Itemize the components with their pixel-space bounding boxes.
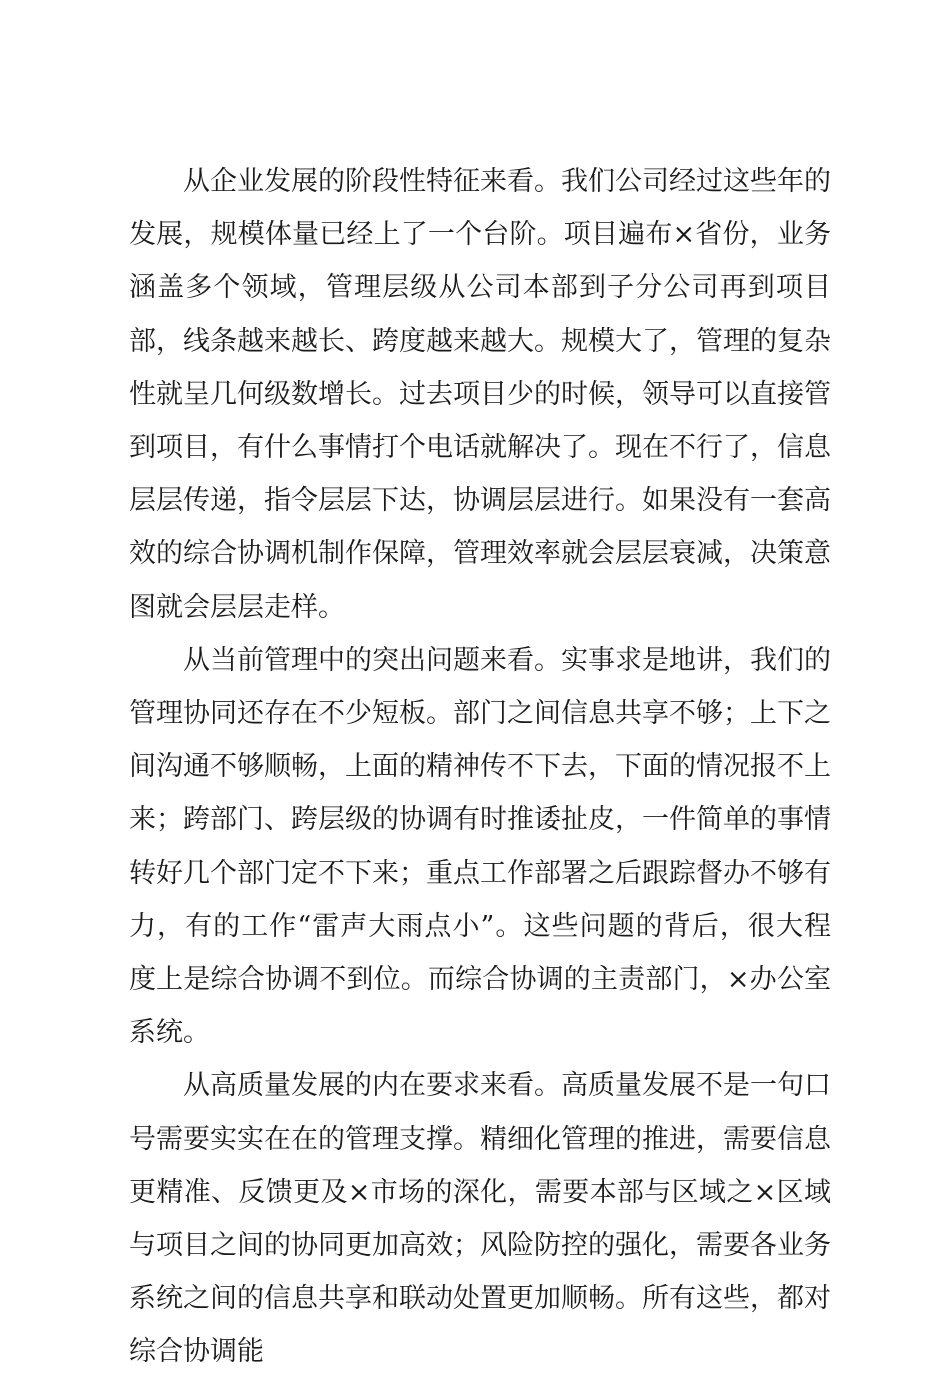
document-body <box>129 155 831 1379</box>
paragraph-high-quality-development: 从高质量发展的内在要求来看。高质量发展不是一句口号需要实实在在的管理支撑。精细化管理的推进，需要信息更精准、反馈更及×市场的深化，需要本部与区域之×区域与项目之间的协同更加高效；风险防控的强化，需要各业务系统之间的信息共享和联动处置更加顺畅。所有这些，都对综合协调能 <box>129 1070 831 1368</box>
paragraph-management-problems: 从当前管理中的突出问题来看。实事求是地讲，我们的管理协同还存在不少短板。部门之间信息共享不够；上下之间沟通不够顺畅，上面的精神传不下去，下面的情况报不上来；跨部门、跨层级的协调有时推诿扯皮，一件简单的事情转好几个部门定不下来；重点工作部署之后跟踪督办不够有力，有的工作“雷声大雨点小”。这些问题的背后，很大程度上是综合协调不到位。而综合协调的主责部门，×办公室系统。 <box>129 644 831 1049</box>
paragraph-enterprise-development: 从企业发展的阶段性特征来看。我们公司经过这些年的发展，规模体量已经上了一个台阶。项目遍布×省份，业务涵盖多个领域，管理层级从公司本部到子分公司再到项目部，线条越来越长、跨度越来越大。规模大了，管理的复杂性就呈几何级数增长。过去项目少的时候，领导可以直接管到项目，有什么事情打个电话就解决了。现在不行了，信息层层传递，指令层层下达，协调层层进行。如果没有一套高效的综合协调机制作保障，管理效率就会层层衰减，决策意图就会层层走样。 <box>129 166 831 623</box>
